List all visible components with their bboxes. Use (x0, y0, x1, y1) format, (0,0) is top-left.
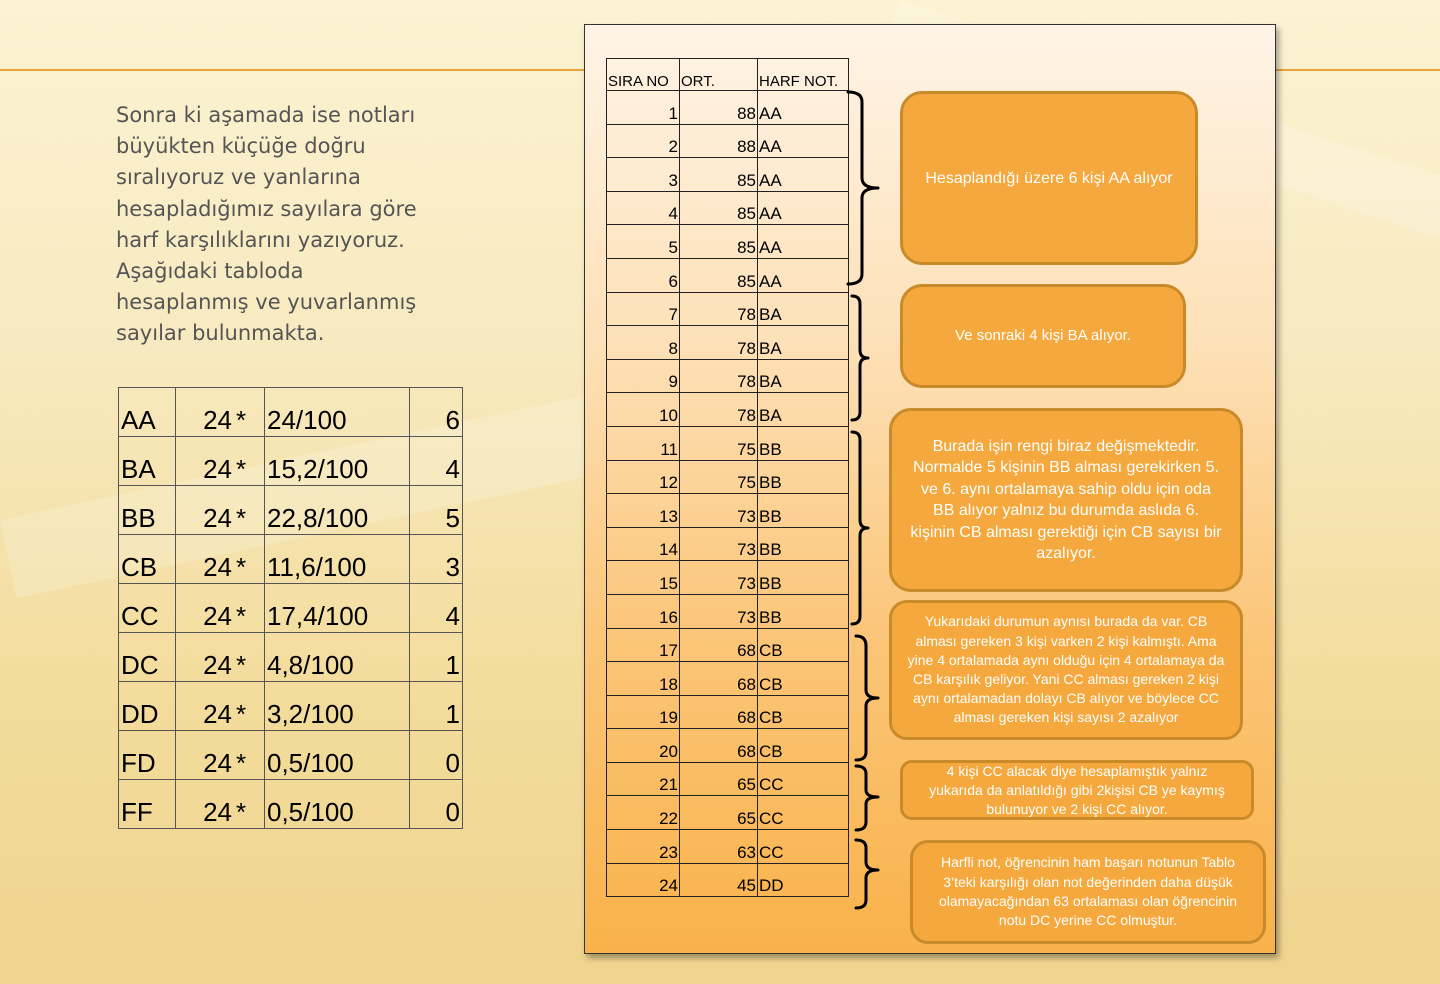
note-aa (900, 91, 1198, 265)
rank-no: 24 (607, 863, 680, 897)
calc-grade: FF (119, 780, 176, 829)
note-dd (910, 840, 1266, 944)
brace-aa (848, 92, 878, 284)
rank-letter-grade: BB (758, 527, 849, 561)
rank-no: 2 (607, 124, 680, 158)
calc-count: 24 (176, 437, 235, 486)
rank-no: 8 (607, 326, 680, 360)
calc-grade: DC (119, 633, 176, 682)
rank-no: 14 (607, 527, 680, 561)
rank-no: 3 (607, 158, 680, 192)
calc-grade: DD (119, 682, 176, 731)
note-cb (889, 600, 1243, 740)
calc-operator: * (234, 682, 265, 731)
rank-no: 5 (607, 225, 680, 259)
rank-average: 68 (680, 628, 758, 662)
rank-average: 45 (680, 863, 758, 897)
calc-fraction: 4,8/100 (265, 633, 410, 682)
rank-letter-grade: BB (758, 561, 849, 595)
rank-average: 63 (680, 830, 758, 864)
calc-grade: FD (119, 731, 176, 780)
calc-operator: * (234, 584, 265, 633)
calc-count: 24 (176, 633, 235, 682)
rank-average: 73 (680, 527, 758, 561)
calc-operator: * (234, 780, 265, 829)
rank-no: 10 (607, 393, 680, 427)
brace-cb (856, 636, 878, 760)
note-ba (900, 284, 1186, 388)
header-harf-not: HARF NOT. (758, 59, 849, 91)
rank-average: 68 (680, 662, 758, 696)
brace-ba (852, 296, 868, 420)
rank-letter-grade: CB (758, 729, 849, 763)
calc-operator: * (234, 486, 265, 535)
rank-average: 88 (680, 91, 758, 125)
calc-result: 1 (410, 633, 463, 682)
calc-result: 4 (410, 437, 463, 486)
note-cc (900, 760, 1254, 820)
rank-letter-grade: BA (758, 359, 849, 393)
calc-grade: CC (119, 584, 176, 633)
calc-result: 6 (410, 388, 463, 437)
rank-letter-grade: BB (758, 426, 849, 460)
rank-no: 17 (607, 628, 680, 662)
rank-no: 21 (607, 762, 680, 796)
rank-average: 78 (680, 359, 758, 393)
rank-letter-grade: BB (758, 494, 849, 528)
rank-no: 6 (607, 258, 680, 292)
rank-letter-grade: BA (758, 292, 849, 326)
calc-fraction: 17,4/100 (265, 584, 410, 633)
calc-result: 1 (410, 682, 463, 731)
rank-letter-grade: BB (758, 594, 849, 628)
brace-bb (852, 432, 868, 624)
calc-fraction: 11,6/100 (265, 535, 410, 584)
header-ort: ORT. (680, 59, 758, 91)
rank-average: 65 (680, 796, 758, 830)
rank-average: 65 (680, 762, 758, 796)
rank-no: 18 (607, 662, 680, 696)
rank-average: 68 (680, 695, 758, 729)
intro-paragraph: Sonra ki aşamada ise notları büyükten küçüğe doğru sıralıyoruz ve yanlarına hesapladığımız sayılara göre harf karşılıklarını yazıyoruz. Aşağıdaki tabloda hesaplanmış ve yuvarlanmış sayılar bulunmakta. (116, 103, 417, 346)
rank-average: 73 (680, 494, 758, 528)
rank-no: 1 (607, 91, 680, 125)
calc-grade: CB (119, 535, 176, 584)
calc-fraction: 15,2/100 (265, 437, 410, 486)
rank-no: 23 (607, 830, 680, 864)
rank-letter-grade: CB (758, 628, 849, 662)
rank-average: 88 (680, 124, 758, 158)
calc-fraction: 24/100 (265, 388, 410, 437)
calc-count: 24 (176, 780, 235, 829)
rank-letter-grade: AA (758, 91, 849, 125)
rank-average: 78 (680, 393, 758, 427)
rank-no: 13 (607, 494, 680, 528)
rank-average: 75 (680, 426, 758, 460)
brace-cc (856, 766, 878, 830)
rank-no: 7 (607, 292, 680, 326)
rank-letter-grade: AA (758, 158, 849, 192)
calc-grade: BA (119, 437, 176, 486)
rank-letter-grade: DD (758, 863, 849, 897)
calc-operator: * (234, 535, 265, 584)
note-dd-text: Harfli not, öğrencinin ham başarı notunun Tablo 3’teki karşılığı olan not değerinden daha düşük olamayacağından 63 ortalaması olan öğrencinin notu DC yerine CC olmuştur. (938, 854, 1238, 929)
rank-average: 78 (680, 326, 758, 360)
calc-result: 0 (410, 780, 463, 829)
calc-count: 24 (176, 535, 235, 584)
rank-no: 19 (607, 695, 680, 729)
calc-operator: * (234, 731, 265, 780)
rank-no: 4 (607, 191, 680, 225)
calc-result: 0 (410, 731, 463, 780)
rank-letter-grade: CB (758, 662, 849, 696)
rank-letter-grade: AA (758, 124, 849, 158)
note-aa-text: Hesaplandığı üzere 6 kişi AA alıyor (925, 169, 1173, 187)
rank-letter-grade: AA (758, 225, 849, 259)
rank-average: 85 (680, 258, 758, 292)
calc-operator: * (234, 633, 265, 682)
rank-average: 78 (680, 292, 758, 326)
calc-count: 24 (176, 731, 235, 780)
note-cb-text: Yukarıdaki durumun aynısı burada da var. CB alması gereken 3 kişi varken 2 kişi kalmıştı. Ama yine 4 ortalamada aynı olduğu için 4 ortalamaya da CB karşılık geliyor. Yani CC alması gereken 2 kişi aynı ortalamadan dolayı CB alıyor ve böylece CC alması gereken kişi sayısı 2 azalıyor (907, 613, 1225, 726)
calc-grade: BB (119, 486, 176, 535)
calc-fraction: 3,2/100 (265, 682, 410, 731)
calc-count: 24 (176, 682, 235, 731)
rank-letter-grade: CB (758, 695, 849, 729)
calc-grade: AA (119, 388, 176, 437)
rank-average: 73 (680, 561, 758, 595)
calc-result: 5 (410, 486, 463, 535)
rank-average: 68 (680, 729, 758, 763)
rank-no: 11 (607, 426, 680, 460)
rank-average: 73 (680, 594, 758, 628)
rank-letter-grade: BA (758, 326, 849, 360)
rank-no: 12 (607, 460, 680, 494)
note-cc-text: 4 kişi CC alacak diye hesaplamıştık yalnız yukarıda da anlatıldığı gibi 2kişisi CB ye kaymış bulunuyor ve 2 kişi CC alıyor. (929, 762, 1225, 817)
brace-dd (856, 840, 878, 908)
calc-fraction: 0,5/100 (265, 731, 410, 780)
calc-result: 3 (410, 535, 463, 584)
rank-no: 22 (607, 796, 680, 830)
calc-fraction: 22,8/100 (265, 486, 410, 535)
rank-average: 75 (680, 460, 758, 494)
note-bb (889, 408, 1243, 592)
rank-letter-grade: CC (758, 830, 849, 864)
rank-no: 20 (607, 729, 680, 763)
rank-letter-grade: BA (758, 393, 849, 427)
calc-operator: * (234, 388, 265, 437)
rank-no: 9 (607, 359, 680, 393)
note-ba-text: Ve sonraki 4 kişi BA alıyor. (955, 327, 1131, 344)
rank-average: 85 (680, 225, 758, 259)
rank-no: 16 (607, 594, 680, 628)
calc-count: 24 (176, 388, 235, 437)
calc-operator: * (234, 437, 265, 486)
rank-letter-grade: BB (758, 460, 849, 494)
header-sira-no: SIRA NO (607, 59, 680, 91)
calc-count: 24 (176, 486, 235, 535)
rank-letter-grade: AA (758, 191, 849, 225)
calc-fraction: 0,5/100 (265, 780, 410, 829)
rank-no: 15 (607, 561, 680, 595)
calc-result: 4 (410, 584, 463, 633)
rank-average: 85 (680, 158, 758, 192)
note-bb-text: Burada işin rengi biraz değişmektedir. Normalde 5 kişinin BB alması gerekirken 5. ve 6. aynı ortalamaya sahip oldu için oda BB alıyor yalnız bu durumda aslıda 6. kişinin CB alması gerektiği için CB sayısı bir azalıyor. (910, 437, 1222, 562)
rank-average: 85 (680, 191, 758, 225)
rank-letter-grade: CC (758, 796, 849, 830)
calc-count: 24 (176, 584, 235, 633)
rank-letter-grade: AA (758, 258, 849, 292)
rank-letter-grade: CC (758, 762, 849, 796)
